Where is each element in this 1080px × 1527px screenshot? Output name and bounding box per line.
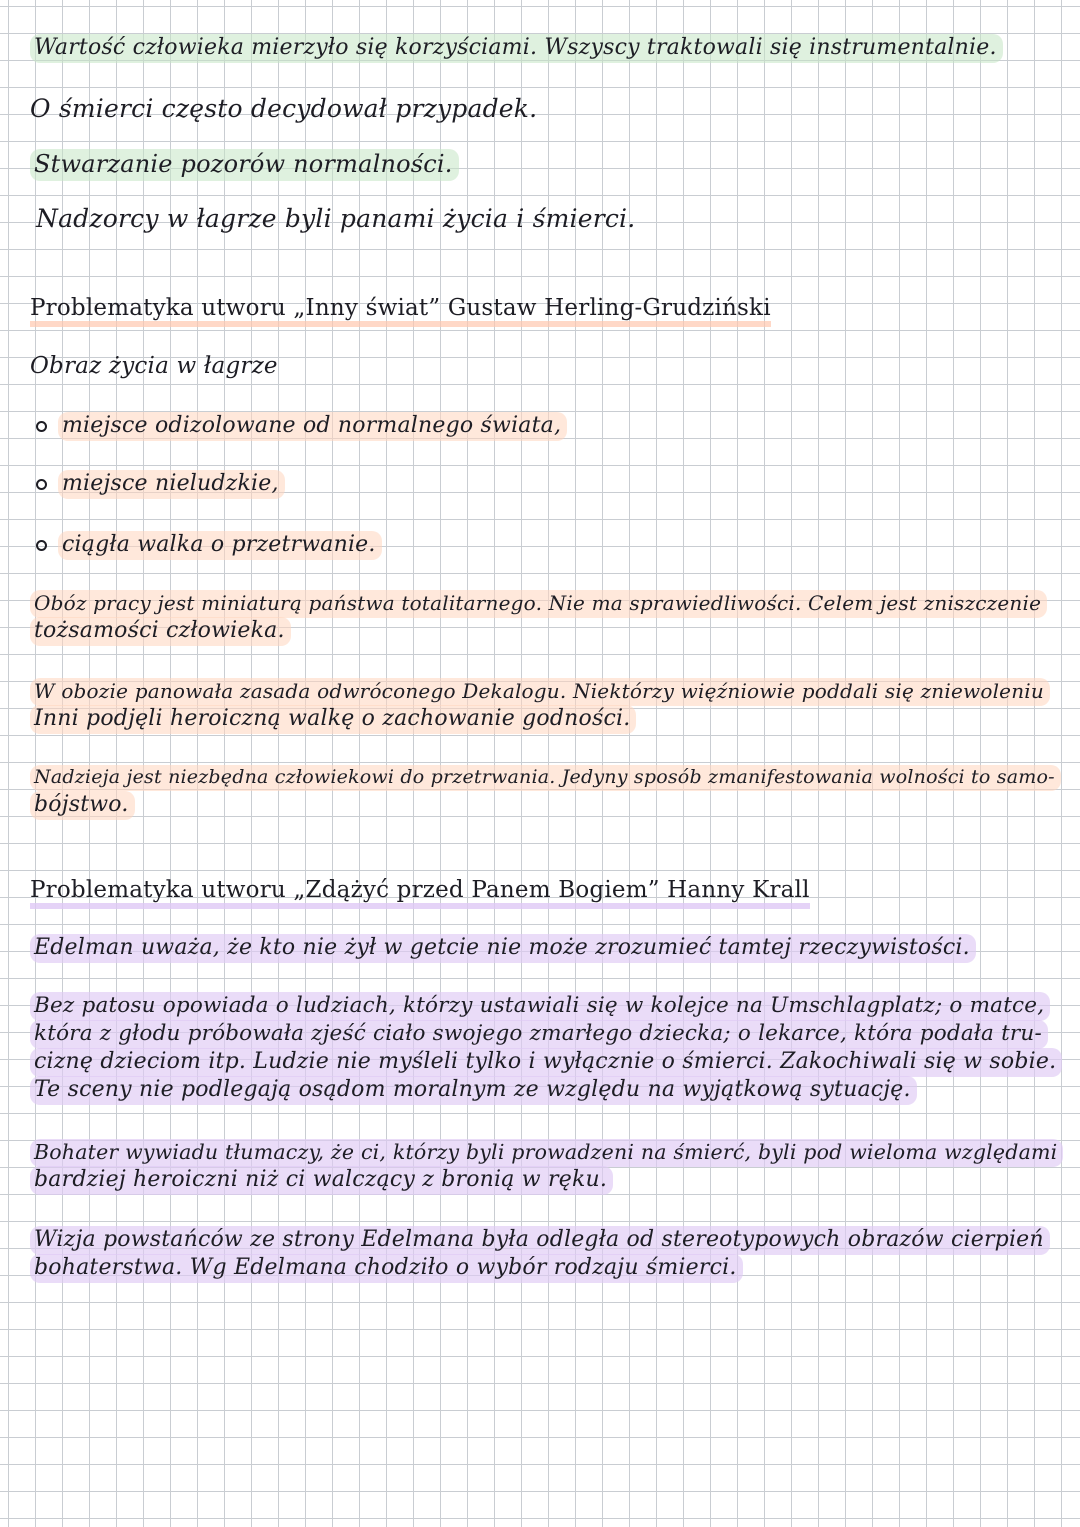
section2-heading-line: [30, 876, 810, 905]
section1-paragraph-2-line-2: [30, 705, 636, 733]
section2-paragraph-3-line-2: [30, 1166, 613, 1194]
section-heading: Problematyka utworu „Zdążyć przed Panem Bogiem” Hanny Krall: [30, 877, 810, 909]
section1-paragraph-1-line-2: [30, 617, 291, 645]
section2-paragraph-4-line-1: [30, 1226, 1050, 1254]
paragraph-text: Obóz pracy jest miniaturą państwa totalitarnego. Nie ma sprawiedliwości. Celem jest zniszczenie: [30, 590, 1047, 618]
note-text: Nadzorcy w łagrze byli panami życia i śmierci.: [36, 204, 636, 233]
paragraph-text: która z głodu próbowała zjeść ciało swojego zmarłego dziecka; o lekarce, która podała tru-: [30, 1020, 1048, 1049]
paragraph-text: Edelman uważa, że kto nie żył w getcie nie może zrozumieć tamtej rzeczywistości.: [30, 934, 976, 963]
paragraph-text: W obozie panowała zasada odwróconego Dekalogu. Niektórzy więźniowie poddali się zniewoleniu: [30, 678, 1050, 706]
section-subheading: Obraz życia w łagrze: [30, 353, 278, 379]
section2-paragraph-3-line-1: [30, 1138, 1063, 1166]
paragraph-text: ciznę dzieciom itp. Ludzie nie myśleli tylko i wyłącznie o śmierci. Zakochiwali się w sobie.: [30, 1048, 1062, 1077]
section1-paragraph-3-line-2: [30, 791, 135, 819]
bullet-text: miejsce nieludzkie,: [58, 470, 285, 499]
bullet-dot: [36, 540, 47, 551]
bullet-dot: [36, 421, 47, 432]
section2-paragraph-2-line-3: [30, 1048, 1062, 1076]
bullet-item-3: [58, 531, 382, 559]
paragraph-text: bójstwo.: [30, 791, 135, 820]
section1-paragraph-3-line-1: [30, 763, 1061, 791]
section2-paragraph-2-line-1: [30, 992, 1050, 1020]
section1-paragraph-1-line-1: [30, 589, 1047, 617]
section1-subheading-line: [30, 352, 278, 380]
paragraph-text: bohaterstwa. Wg Edelmana chodziło o wybór rodzaju śmierci.: [30, 1254, 743, 1283]
intro-line-1: [30, 34, 1003, 62]
paragraph-text: Te sceny nie podlegają osądom moralnym ze względu na wyjątkową sytuację.: [30, 1076, 917, 1105]
note-text: Stwarzanie pozorów normalności.: [30, 149, 459, 181]
paragraph-text: tożsamości człowieka.: [30, 617, 291, 646]
intro-line-3: [30, 150, 459, 178]
section-heading: Problematyka utworu „Inny świat” Gustaw Herling-Grudziński: [30, 295, 771, 327]
section2-paragraph-4-line-2: [30, 1254, 743, 1282]
paragraph-text: Nadzieja jest niezbędna człowiekowi do przetrwania. Jedyny sposób zmanifestowania wolności to samo-: [30, 765, 1061, 791]
section2-paragraph-2-line-2: [30, 1020, 1048, 1048]
bullet-item-1: [58, 412, 567, 440]
intro-line-2: [30, 95, 537, 123]
section1-heading-line: [30, 294, 771, 323]
section2-paragraph-1-line-1: [30, 934, 976, 962]
paragraph-text: Wizja powstańców ze strony Edelmana była odległa od stereotypowych obrazów cierpień: [30, 1226, 1050, 1255]
section2-paragraph-2-line-4: [30, 1076, 917, 1104]
bullet-item-2: [58, 470, 285, 498]
bullet-dot: [36, 479, 47, 490]
paragraph-text: Bez patosu opowiada o ludziach, którzy ustawiali się w kolejce na Umschlagplatz; o matce,: [30, 992, 1050, 1021]
intro-line-4: [36, 205, 635, 233]
note-text: Wartość człowieka mierzyło się korzyściami. Wszyscy traktowali się instrumentalnie.: [30, 34, 1003, 63]
paragraph-text: Inni podjęli heroiczną walkę o zachowanie godności.: [30, 705, 636, 734]
section1-paragraph-2-line-1: [30, 677, 1050, 705]
bullet-text: miejsce odizolowane od normalnego świata,: [58, 412, 567, 441]
bullet-text: ciągła walka o przetrwanie.: [58, 531, 382, 560]
paragraph-text: Bohater wywiadu tłumaczy, że ci, którzy byli prowadzeni na śmierć, byli pod wieloma względami: [30, 1139, 1063, 1167]
paragraph-text: bardziej heroiczni niż ci walczący z bronią w ręku.: [30, 1166, 613, 1195]
note-text: O śmierci często decydował przypadek.: [30, 94, 538, 123]
